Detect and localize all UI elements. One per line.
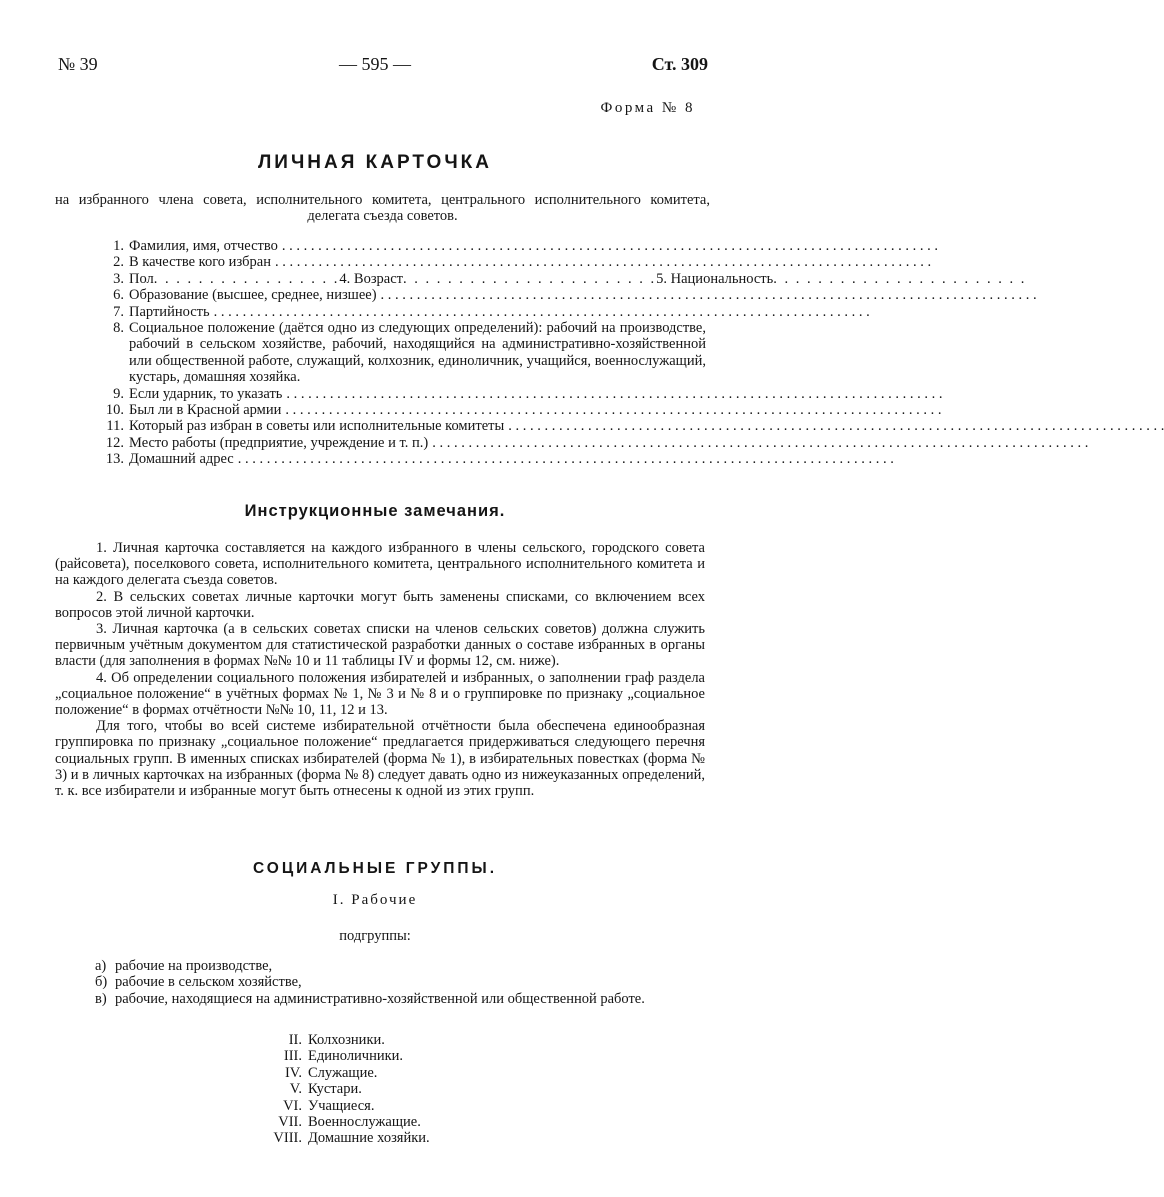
field-row [98, 386, 706, 402]
section-title-social-groups: СОЦИАЛЬНЫЕ ГРУППЫ. [252, 860, 498, 877]
field-row [98, 304, 706, 320]
group-workers-heading: I. Рабочие [332, 892, 418, 908]
field-number: 6. [113, 287, 124, 304]
list-item [95, 974, 707, 990]
field-number: 10. [105, 402, 124, 419]
subgroup-list [95, 958, 707, 1007]
list-marker: б) [95, 974, 108, 991]
group-name: Колхозники. [308, 1032, 385, 1048]
subgroups-label: подгруппы: [339, 928, 411, 944]
list-marker: в) [95, 990, 107, 1007]
article-number: Ст. 309 [651, 54, 708, 74]
field-row [98, 287, 706, 303]
list-marker: а) [95, 958, 107, 974]
field-label: 4. Возраст [339, 270, 404, 287]
field-label: В качестве кого избран [129, 254, 275, 270]
page-number: — 595 — [339, 54, 411, 74]
group-number: VII. [278, 1114, 302, 1131]
group-number: VI. [283, 1097, 302, 1114]
field-label: Который раз избран в советы или исполнительные комитеты [129, 418, 508, 434]
field-label: Фамилия, имя, отчество [129, 238, 282, 254]
page-title: ЛИЧНАЯ КАРТОЧКА [257, 152, 493, 173]
field-label: Место работы (предприятие, учреждение и т. п.) [129, 435, 432, 451]
note-paragraph: 2. В сельских советах личные карточки могут быть заменены списками, со включением всех вопросов этой личной карточки. [55, 588, 705, 621]
social-group-list [250, 1032, 430, 1147]
list-item [95, 958, 707, 974]
field-row [98, 254, 706, 270]
field-number: 2. [113, 254, 124, 271]
field-row [98, 418, 706, 434]
list-item [250, 1098, 430, 1114]
field-label: 5. Национальность [656, 270, 774, 287]
field-row [98, 451, 706, 467]
field-number: 13. [105, 451, 124, 468]
field-label: Пол [129, 270, 154, 287]
note-paragraph: 3. Личная карточка (а в сельских советах списки на членов сельских советов) должна служить первичным учётным документом для статистической разработки данных о составе избранных в органы власти (для заполнения в формах №№ 10 и 11 таблицы IV и формы 12, см. ниже). [55, 621, 705, 670]
form-number: Форма № 8 [600, 100, 695, 116]
list-item [250, 1114, 430, 1130]
field-number: 7. [113, 303, 124, 320]
group-name: Военнослужащие. [308, 1114, 421, 1131]
field-row [98, 435, 706, 451]
list-item [250, 1130, 430, 1146]
group-name: Учащиеся. [308, 1097, 375, 1114]
list-text: рабочие в сельском хозяйстве, [115, 974, 302, 991]
group-number: IV. [284, 1064, 302, 1081]
field-number: 11. [106, 418, 124, 435]
card-fields [98, 238, 1027, 468]
page-subtitle: на избранного члена совета, исполнительного комитета, центрального исполнительного комитета, делегата съезда советов. [55, 192, 710, 224]
field-row [98, 402, 706, 418]
field-label: Был ли в Красной армии [129, 402, 285, 418]
field-label: Социальное положение (даётся одно из следующих определений): рабочий на производстве, рабочий в сельском хозяйстве, рабочий, находящийся на административно-хозяйственной или общественной работе, служащий, колхозник, единоличник, учащийся, военнослужащий, кустарь, домашняя хозяйка. [129, 320, 706, 386]
group-name: Единоличники. [308, 1048, 404, 1065]
list-item [250, 1065, 430, 1081]
field-label: Партийность [129, 304, 214, 320]
field-row [98, 238, 706, 254]
field-number: 12. [105, 434, 124, 451]
list-item [95, 991, 707, 1007]
list-text: рабочие, находящиеся на административно-хозяйственной или общественной работе. [115, 990, 645, 1007]
list-text: рабочие на производстве, [115, 958, 273, 974]
field-number: 8. [113, 320, 124, 337]
list-item [250, 1032, 430, 1048]
field-label: Образование (высшее, среднее, низшее) [129, 287, 381, 303]
note-paragraph: 1. Личная карточка составляется на каждого избранного в члены сельского, городского совета (райсовета), поселкового совета, исполнительного комитета, центрального исполнительного комитета и на каждого делегата съезда советов. [55, 540, 705, 589]
section-title-instructions: Инструкционные замечания. [244, 502, 506, 520]
list-item [250, 1048, 430, 1064]
field-number: 1. [113, 238, 124, 254]
document-number: № 39 [58, 54, 98, 74]
field-number: 3. [113, 270, 124, 287]
group-number: III. [283, 1048, 302, 1065]
note-paragraph: 4. Об определении социального положения избирателей и избранных, о заполнении граф раздела „социальное положение“ в учётных формах № 1, № 3 и № 8 и о группировке по признаку „социальное положение“ в формах отчётности №№ 10, 11, 12 и 13. [55, 669, 705, 719]
field-row [98, 320, 706, 386]
group-number: V. [289, 1081, 302, 1098]
group-name: Домашние хозяйки. [308, 1130, 430, 1147]
instruction-notes [55, 540, 705, 799]
group-name: Служащие. [308, 1064, 378, 1081]
group-number: II. [288, 1032, 302, 1048]
field-label: Домашний адрес [129, 451, 238, 467]
list-item [250, 1081, 430, 1097]
field-number: 9. [113, 385, 124, 402]
note-paragraph: Для того, чтобы во всей системе избирательной отчётности была обеспечена единообразная группировка по признаку „социальное положение“ предлагается придерживаться следующего перечня социальных групп. В именных списках избирателей (форма № 1), в избирательных повестках (форма № 3) и в личных карточках на избранных (форма № 8) следует давать одно из нижеуказанных определений, т. к. все избиратели и избранные могут быть отнесены к одной из этих групп. [55, 718, 705, 800]
field-label: Если ударник, то указать [129, 386, 286, 402]
field-row: 3. Пол . . . . . . . . . . . . . . . . . 4. Возраст . . . . . . . . . . . . . . . . . . . . . . . 5. Национальность . . . . . . . . . . . . . . . . . . . . . . . [98, 271, 706, 287]
group-number: VIII. [273, 1130, 302, 1147]
group-name: Кустари. [308, 1081, 362, 1098]
